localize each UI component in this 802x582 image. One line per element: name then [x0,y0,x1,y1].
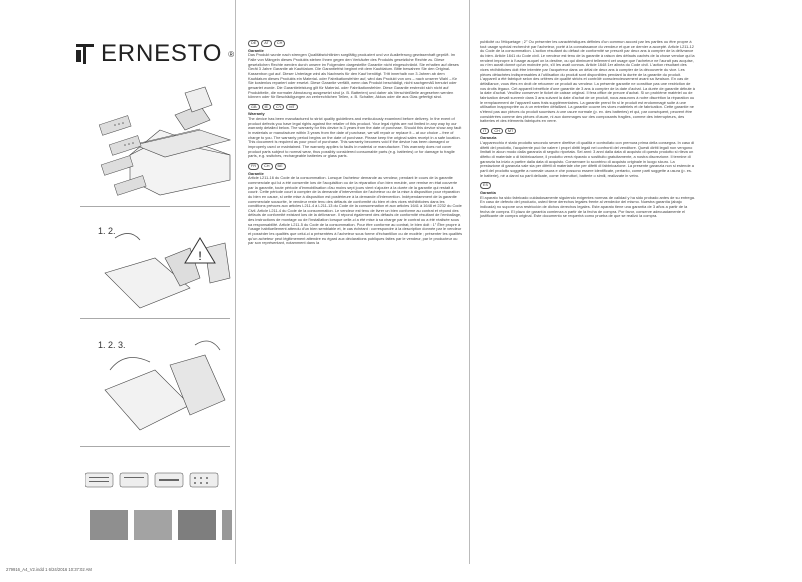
warranty-text-en: The device has been manufactured to strict quality guidelines and meticulously examined before delivery. In the event of product defects you have legal rights against the retailer of this product. Your legal rights are not limited in any way by our warranty detailed below. The warranty for this device is 3 years from the date of purchase. Should this device show any fault in materials or manufacture within 3 years from the date of purchase, we will repair or replace it – at our choice – free of charge to you. The warranty period begins on the date of purchase. Please keep the original sales receipt in a safe location. This document is required as your proof of purchase. This warranty becomes void if the device has been damaged or improperly used or maintained. The warranty applies to faults in material or manufacture. This warranty does not cover product parts subject to normal wear, thus possibly considered consumable parts (e.g. batteries) or for damage to fragile parts, e.g. switches, rechargeable batteries or glass parts. [248,116,462,159]
brand-logo [74,40,234,68]
brand-reg: ® [228,49,235,59]
print-footer: 279916_A4_V2.indd 1 6/24/2016 10:37:02 AM [6,567,92,572]
country-badge: BE [275,163,286,170]
photo-sliced-vegetables [222,510,232,540]
photo-sliced-vegetables [134,510,172,540]
country-badge: IT [480,128,489,135]
fold-line [235,0,236,564]
section-heading: Garantie [248,47,264,53]
country-badge: ES [480,182,491,189]
ernesto-mark-icon [74,42,96,66]
divider [80,318,230,319]
country-badges [248,40,463,47]
country-badge: FR [248,163,259,170]
country-badge: IE [262,104,272,111]
country-badge: CH [261,163,272,170]
warranty-text-fr: Article L211-16 du Code de la consommation. Lorsque l'acheteur demande au vendeur, pendant le cours de la garantie commerciale qui lui a été consentie lors de l'acquisition ou de la réparation d'un bien meuble, une remise en état couverte par la garantie, toute période d'immobilisation d'au moins sept jours vient s'ajouter à la durée de la garantie qui restait à courir. Cette période court à compter de la demande d'intervention de l'acheteur ou de la mise à disposition pour réparation du bien en cause, si cette mise à disposition est postérieure à la demande d'intervention. Indépendamment de la garantie commerciale souscrite, le vendeur reste tenu des défauts de conformité du bien et des vices rédhibitoires dans les conditions prévues aux articles L211-4 à L211-13 du Code de la consommation et aux articles 1641 à 1648 et 2232 du Code Civil. Article L211-4 du Code de la consommation. Le vendeur est tenu de livrer un bien conforme au contrat et répond des défauts de conformité existant lors de la délivrance. Il répond également des défauts de conformité résultant de l'emballage, des instructions de montage ou de l'installation lorsque celle-ci a été mise à sa charge par le contrat ou a été réalisée sous sa responsabilité. Article L211-5 du Code de la consommation. Pour être conforme au contrat, le bien doit : 1° Être propre à l'usage habituellement attendu d'un bien semblable et, le cas échéant : correspondre à la description donnée par le vendeur et posséder les qualités que celui-ci a présentées à l'acheteur sous forme d'échantillon ou de modèle ; présenter les qualités qu'un acheteur peut légitimement attendre eu égard aux déclarations publiques faites par le vendeur, par le producteur ou par son représentant, notamment dans la [248,175,463,246]
warranty-text-de: Das Produkt wurde nach strengen Qualitätsrichtlinien sorgfältig produziert und vor Auslieferung gewissenhaft geprüft. Im Falle von Mängeln dieses Produkts stehen Ihnen gegen den Verkäufer des Produkts gesetzliche Rechte zu. Diese gesetzlichen Rechte werden durch unsere im Folgenden dargestellte Garantie nicht eingeschränkt. Sie erhalten auf dieses Gerät 3 Jahre Garantie ab Kaufdatum. Die Garantiefrist beginnt mit dem Kaufdatum. Bitte bewahren Sie den Original-Kassenbon gut auf. Dieser Unterlage wird als Nachweis für den Kauf benötigt. Tritt innerhalb von 3 Jahren ab dem Kaufdatum dieses Produkts ein Material- oder Fabrikationsfehler auf, wird das Produkt von uns – nach unserer Wahl – für Sie kostenlos repariert oder ersetzt. Diese Garantie verfällt, wenn das Produkt beschädigt, nicht sachgemäß benutzt oder gewartet wurde. Die Garantieleistung gilt für Material- oder Fabrikationsfehler. Diese Garantie erstreckt sich nicht auf Produktteile, die normaler Abnutzung ausgesetzt sind (z. B. Batterien) und daher als Verschleißteile angesehen werden können oder für Beschädigungen an zerbrechlichen Teilen, z. B. Schalter, Akkus oder die aus Glas gefertigt sind. [248,52,459,100]
divider [80,446,230,447]
country-badge: MT [505,128,516,135]
section-heading: Warranty [248,111,265,117]
warranty-text-es: El aparato ha sido fabricado cuidadosamente siguiendo exigentes normas de calidad y ha sido probado antes de su entrega. En caso de defecto del producto, usted tiene derechos legales frente al vendedor del mismo. Nuestra garantía (abajo indicada) no supone una restricción de dichos derechos legales. Este aparato tiene una garantía de 3 años a partir de la fecha de compra. El plazo de garantía comienza a partir de la fecha de compra. Por favor, conserve adecuadamente el justificante de compra original. Este documento se requerirá como prueba de que se realizó la compra. [480,194,695,219]
warranty-text-fr-cont: publicité ou l'étiquetage ; 2° Ou présenter les caractéristiques définies d'un commun accord par les parties ou être propre à tout usage spécial recherché par l'acheteur, porté à la connaissance du vendeur et que ce dernier a accepté. Article L211-12 du Code de la consommation. L'action résultant du défaut de conformité se prescrit par deux ans à compter de la délivrance du bien. Article 1641 du Code civil. Le vendeur est tenu de la garantie à raison des défauts cachés de la chose vendue qui la rendent impropre à l'usage auquel on la destine, ou qui diminuent tellement cet usage que l'acheteur ne l'aurait pas acquise, ou n'en aurait donné qu'un moindre prix, s'il les avait connus. Article 1648 1er alinéa du Code civil. L'action résultant des vices rédhibitoires doit être intentée par l'acquéreur dans un délai de deux ans à compter de la découverte du vice. Les pièces détachées indispensables à l'utilisation du produit sont disponibles pendant la durée de la garantie du produit. L'appareil a été fabriqué selon des critères de qualité stricts et contrôlé consciencieusement avant sa livraison. En cas de défaillance, vous êtes en droit de retourner ce produit au vendeur. La présente garantie ne constitue pas une restriction de vos droits légaux. Cet appareil bénéficie d'une garantie de 3 ans à compter de la date d'achat. La durée de garantie débute à la date d'achat. Veuillez conserver le ticket de caisse original. Il fera office de preuve d'achat. Si un problème matériel ou de fabrication devait survenir dans 3 ans suivant la date d'achat de ce produit, nous assurons à notre discrétion la réparation ou le remplacement de l'appareil sans frais supplémentaires. La garantie prend fin si le produit est endommagé suite à une utilisation inappropriée ou à un entretien défaillant. La garantie couvre les vices matériels et de fabrication. Cette garantie ne s'étend pas aux pièces du produit soumises à une usure normale (p. ex. des batteries) et qui, par conséquent, peuvent être considérées comme des pièces d'usure, ni aux dommages sur des composants fragiles, comme des interrupteurs, des batteries et des éléments fabriqués en verre. [480,39,695,124]
country-badges [480,128,695,135]
country-badge: CH [491,128,502,135]
country-badge: CY [273,104,284,111]
photo-sliced-vegetables [90,510,128,540]
section-heading: Garantía [480,189,496,195]
blade-inserts [85,463,235,503]
usage-illustration-2 [95,330,235,440]
product-illustration [90,85,235,200]
country-badges [248,163,463,170]
country-badge: DE [248,40,259,47]
country-badge: GB [248,104,260,111]
photo-sliced-vegetables [178,510,216,540]
svg-text:!: ! [198,249,202,263]
country-badge: CH [274,40,285,47]
country-badges [480,182,695,189]
warranty-text-it: L'apparecchio è stato prodotto secondo severe direttive di qualità e controllato con premura prima della consegna. In caso di difetti del prodotto, l'acquirente può far valere i propri diritti legali nei confronti del venditore. Questi diritti legali non vengono limitati in alcun modo dalla garanzia di seguito riportata. Sei anni: 3 anni dalla data di acquisto di questo prodotto si rileva un difetto di materiale o di fabbricazione, il prodotto verrà riparato o sostituito gratuitamente, a nostra discrezione. Il termine di garanzia ha inizio a partire dalla data di acquisto. Conservare lo scontrino di acquisto originale in luogo sicuro. La prestazione di garanzia vale sia per difetti di materiale che per difetti di fabbricazione. La presente garanzia non si estende a parti del prodotto soggette a normale usura e che possono essere identificate, pertanto, come parti soggette a usura (p. es. le batterie), né a danni su parti delicate, come interruttori, batterie o simili, realizzate in vetro. [480,140,695,178]
country-badge: AT [261,40,272,47]
right-column [480,40,695,223]
brand-name: ERNESTO [101,40,223,67]
steps-label-1: 1. 2. [98,226,116,236]
steps-label-2: 1. 2. 3. [98,340,126,350]
middle-column [248,40,463,250]
country-badge: MT [286,104,297,111]
divider [80,206,230,207]
section-heading: Garantie [248,170,264,176]
country-badges [248,104,463,111]
fold-line [469,0,470,564]
usage-illustration-1 [95,218,235,318]
section-heading: Garanzia [480,135,497,141]
